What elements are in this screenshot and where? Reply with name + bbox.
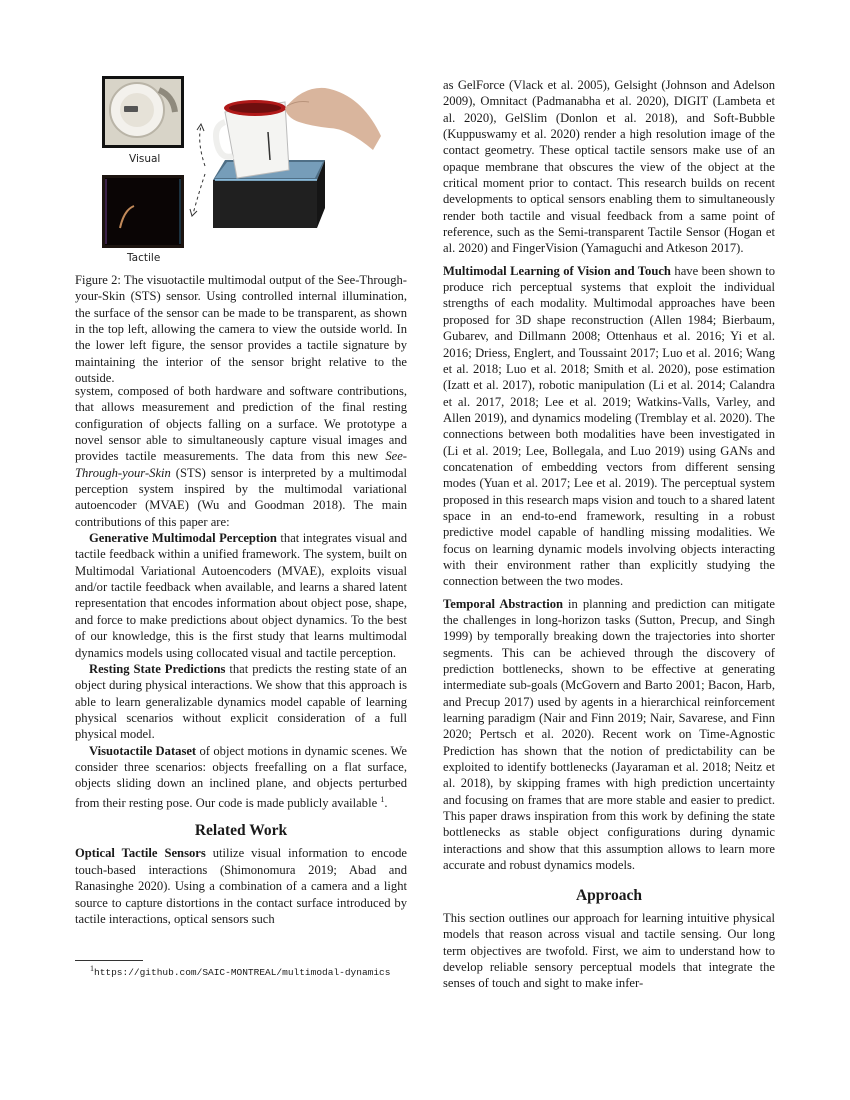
optical-tactile-paragraph: Optical Tactile Sensors utilize visual information to encode touch-based interactions (Shimonomura 2019; Abad and Ranasinghe 2020). Using a combination of a camera and a light source to capture distortions in the contact surface introduced by tactile interactions, optical sensors such	[75, 846, 407, 926]
related-work-heading: Related Work	[194, 822, 288, 840]
temporal-abstraction-paragraph: Temporal Abstraction in planning and prediction can mitigate the challenges in long-horizon tasks (Sutton, Precup, and Singh 1999) by temporally breaking down the trajectories into shorter segments. This can be achieved through the discovery of prediction bottlenecks, shown to be effective at generating intermediate sub-goals (McGovern and Barto 2001; Bacon, Harb, and Precup 2017) used by agents in a hierarchical reinforcement learning paradigm (Nair and Finn 2019; Nair, Savarese, and Finn 2020; Pertsch et al. 2020). Recent work on Time-Agnostic Prediction has shown that the notion of predictability can be exploited to identify bottlenecks (Jayaraman et al. 2018; Neitz et al. 2018), by skipping frames with high prediction uncertainty and focusing on frames that are more stable and easier to predict. This paper draws inspiration from this work by defining the state bottlenecks as stable object configurations during dynamic interactions and show that this assumption allows to learn more accurate and robust dynamics models.	[443, 596, 775, 873]
sts-emphasis: See-Through-your-Skin	[75, 449, 407, 480]
sensor-photo	[213, 88, 381, 228]
visual-thumbnail	[102, 76, 184, 148]
contribution-dataset: Visuotactile Dataset of object motions in dynamic scenes. We consider three scenarios: objects freefalling on a flat surface, objects sliding down an inclined plane, and objects perturbed from their resting pose. Our code is made publicly available $^1$.	[75, 743, 408, 810]
arrow-to-visual	[200, 126, 205, 166]
multimodal-learning-paragraph: Multimodal Learning of Vision and Touch have been shown to produce rich perceptual systems that exploit the individual strengths of each modality. Multimodal approaches have been proposed for 3D shape reconstruction (Allen 1984; Bierbaum, Gubarev, and Dillmann 2008; Ottenhaus et al. 2016; Yi et al. 2016; Driess, Englert, and Toussaint 2017; Luo et al. 2016; Wang et al. 2018; Luo et al. 2018; Smith et al. 2020), pose estimation (Izatt et al. 2017), robotic manipulation (Li et al. 2014; Calandra et al. 2017, 2018; Lee et al. 2019; Watkins-Valls, Varley, and Allen 2019), and dynamics modeling (Tremblay et al. 2020). The connections between both modalities have been investigated in (Li et al. 2019; Lee, Bollegala, and Luo 2019) using GANs and concatenation of embedding vectors from different sensing modes (Yuan et al. 2017; Lee et al. 2019). The perceptual system proposed in this research maps vision and touch to a shared latent space in an end-to-end framework, resulting in a robust predictive model capable of handling missing modalities. We focus on learning dynamic models involving objects interacting with their environment rather than explicitly studying the connection between the two modes.	[443, 263, 775, 589]
figure-caption: Figure 2: The visuotactile multimodal output of the See-Through-your-Skin (STS) sensor. Using controlled internal illumination, the surface of the sensor can be made to be transparent, as shown in the top left, allowing the camera to view the outside world. In the lower left figure, the sensor provides a tactile signature by maintaining the interior of the sensor bright relative to the outside.	[75, 273, 407, 386]
figure-2	[75, 68, 407, 268]
tactile-thumbnail	[102, 175, 184, 248]
visual-label: Visual	[129, 153, 161, 165]
approach-paragraph: This section outlines our approach for learning intuitive physical models that reason across visual and tactile sensing. Our long term objectives are twofold. First, we aim to understand how to develop reliable sensory perceptual models that integrate the senses of touch and sight to make infer-	[443, 910, 775, 991]
intro-paragraph: system, composed of both hardware and software contributions, that allows measurement and prediction of the final resting configuration of objects falling on a surface. We prototype a novel sensor able to simultaneously capture visual images and provides tactile measurements. The data from this new See-Through-your-Skin (STS) sensor is interpreted by a multimodal perception system inspired by the multimodal variational autoencoder (MVAE) (Wu and Goodman 2018). The main contributions of this paper are:	[75, 384, 407, 529]
figure-illustration	[75, 68, 407, 268]
footnote-url[interactable]: https://github.com/SAIC-MONTREAL/multimodal-dynamics	[94, 967, 391, 979]
approach-heading: Approach	[575, 886, 643, 904]
optical-tactile-continued: as GelForce (Vlack et al. 2005), Gelsight (Johnson and Adelson 2009), Omnitact (Padmanabha et al. 2020), DIGIT (Lambeta et al. 2020), GelSlim (Donlon et al. 2018), and Soft-Bubble (Kuppuswamy et al. 2020) render a high resolution image of the contact geometry. These optical tactile sensors make use of an opaque membrane that obscures the view of the object at the critical moment prior to contact. This research builds on recent developments to optical sensors enabling them to simultaneously render both tactile and visual feedback from a same point of reference, such as the Semi-transparent Tactile Sensor (Hogan et al. 2020) and FingerVision (Yamaguchi and Atkeson 2017).	[443, 78, 775, 256]
contribution-generative: Generative Multimodal Perception that integrates visual and tactile feedback within a unified framework. The system, built on Multimodal Variational Autoencoders (MVAE), exploits visual and/or tactile feedback when available, and learns a shared latent representation that encodes information about object pose, shape, and force to make predictions about object dynamics. To the best of our knowledge, this is the first study that learns multimodal dynamics models using collocated visual and tactile perception.	[75, 531, 407, 660]
footnote-rule	[75, 960, 143, 961]
contribution-resting-state: Resting State Predictions that predicts the resting state of an object during physical interactions. We show that this approach is able to learn generalizable dynamics model capable of learning physical scenarios without explicit consideration of a full physical model.	[75, 661, 407, 742]
left-column	[75, 383, 407, 927]
footnote-ref[interactable]: 1	[380, 794, 385, 804]
footnote: $^1$https://github.com/SAIC-MONTREAL/multimodal-dynamics	[90, 964, 391, 979]
tactile-label: Tactile	[127, 252, 161, 264]
arrow-to-tactile	[193, 174, 205, 214]
right-column	[443, 77, 775, 992]
